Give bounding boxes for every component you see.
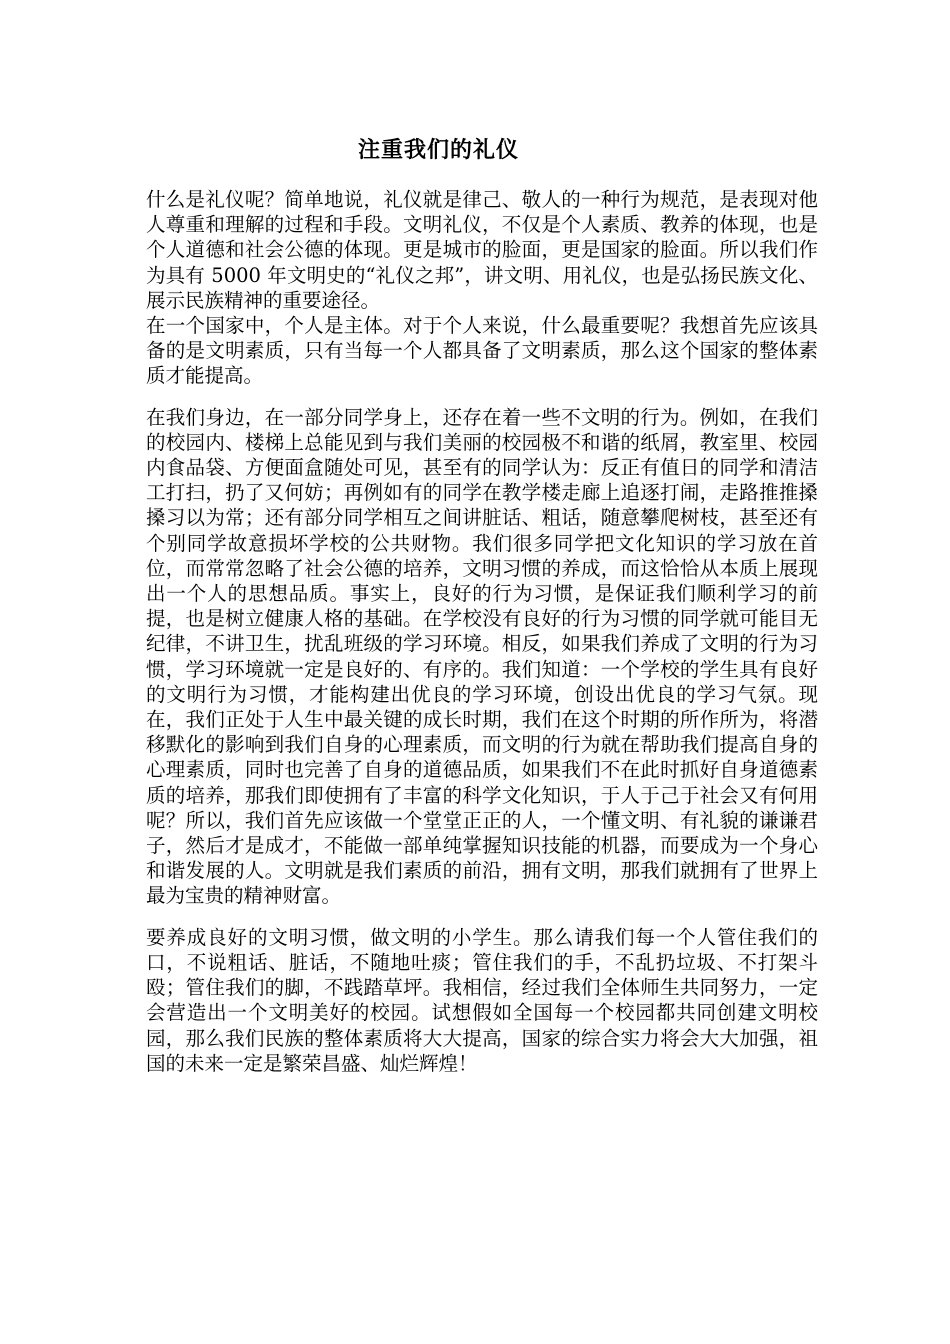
document-body xyxy=(146,187,818,1076)
paragraph-3: 在我们身边，在一部分同学身上，还存在着一些不文明的行为。例如，在我们的校园内、楼梯上总能见到与我们美丽的校园极不和谐的纸屑，教室里、校园内食品袋、方便面盒随处可见，甚至有的同学认为：反正有值日的同学和清洁工打扫，扔了又何妨；再例如有的同学在教学楼走廊上追逐打闹，走路推推搡搡习以为常；还有部分同学相互之间讲脏话、粗话，随意攀爬树枝，甚至还有个别同学故意损坏学校的公共财物。我们很多同学把文化知识的学习放在首位，而常常忽略了社会公德的培养，文明习惯的养成，而这恰恰从本质上展现出一个人的思想品质。事实上，良好的行为习惯，是保证我们顺利学习的前提，也是树立健康人格的基础。在学校没有良好的行为习惯的同学就可能目无纪律，不讲卫生，扰乱班级的学习环境。相反，如果我们养成了文明的行为习惯，学习环境就一定是良好的、有序的。我们知道：一个学校的学生具有良好的文明行为习惯，才能构建出优良的学习环境，创设出优良的学习气氛。现在，我们正处于人生中最关键的成长时期，我们在这个时期的所作所为，将潜移默化的影响到我们自身的心理素质，而文明的行为就在帮助我们提高自身的心理素质，同时也完善了自身的道德品质，如果我们不在此时抓好自身道德素质的培养，那我们即使拥有了丰富的科学文化知识，于人于己于社会又有何用呢？所以，我们首先应该做一个堂堂正正的人，一个懂文明、有礼貌的谦谦君子，然后才是成才，不能做一部单纯掌握知识技能的机器，而要成为一个身心和谐发展的人。文明就是我们素质的前沿，拥有文明，那我们就拥有了世界上最为宝贵的精神财富。 xyxy=(146,405,818,908)
paragraph-4: 要养成良好的文明习惯，做文明的小学生。那么请我们每一个人管住我们的口，不说粗话、脏话，不随地吐痰；管住我们的手，不乱扔垃圾、不打架斗殴；管住我们的脚，不践踏草坪。我相信，经过我们全体师生共同努力，一定会营造出一个文明美好的校园。试想假如全国每一个校园都共同创建文明校园，那么我们民族的整体素质将大大提高，国家的综合实力将会大大加强，祖国的未来一定是繁荣昌盛、灿烂辉煌！ xyxy=(146,925,818,1075)
paragraph-2: 在一个国家中，个人是主体。对于个人来说，什么最重要呢？我想首先应该具备的是文明素质，只有当每一个人都具备了文明素质，那么这个国家的整体素质才能提高。 xyxy=(146,314,818,388)
paragraph-1: 什么是礼仪呢？简单地说，礼仪就是律己、敬人的一种行为规范，是表现对他人尊重和理解的过程和手段。文明礼仪，不仅是个人素质、教养的体现，也是个人道德和社会公德的体现。更是城市的脸面，更是国家的脸面。所以我们作为具有 5000 年文明史的“礼仪之邦”，讲文明、用礼仪，也是弘扬民族文化、展示民族精神的重要途径。 xyxy=(146,188,818,312)
document-title: 注重我们的礼仪 xyxy=(357,137,519,163)
